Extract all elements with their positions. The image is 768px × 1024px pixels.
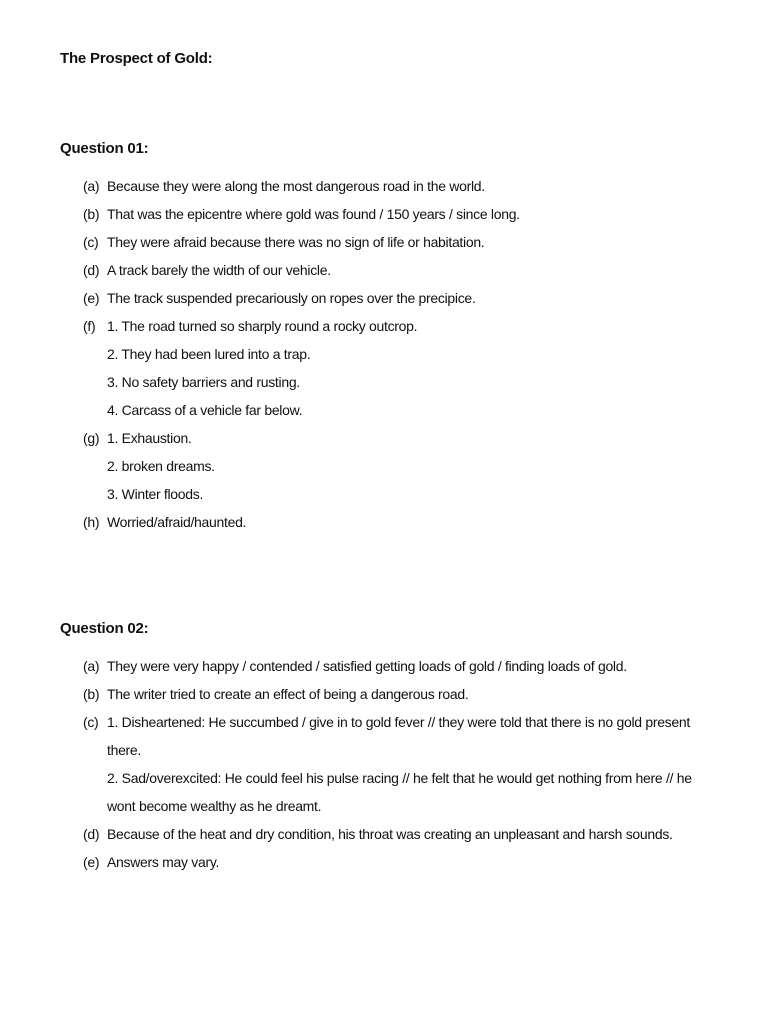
answer-item-d: [60, 820, 740, 848]
answer-text: 4. Carcass of a vehicle far below.: [107, 402, 303, 418]
answer-item-e: [60, 284, 740, 312]
answer-label: (a): [83, 658, 100, 674]
answer-text: 2. Sad/overexcited: He could feel his pulse racing // he felt that he would get nothing from here // he: [107, 770, 692, 786]
answer-label: (f): [83, 318, 96, 334]
answer-label: (c): [83, 714, 99, 730]
answer-label: (b): [83, 206, 100, 222]
answer-list: [60, 172, 740, 536]
answer-text: there.: [107, 742, 141, 758]
answer-text: 2. They had been lured into a trap.: [107, 346, 311, 362]
answer-item-c: [60, 708, 740, 820]
answer-item-a: [60, 172, 740, 200]
answer-text: A track barely the width of our vehicle.: [107, 262, 331, 278]
answer-label: (g): [83, 430, 100, 446]
answer-text: 1. Disheartened: He succumbed / give in to gold fever // they were told that there is no gold present: [107, 714, 690, 730]
answer-label: (d): [83, 826, 100, 842]
answer-label: (b): [83, 686, 100, 702]
answer-text: wont become wealthy as he dreamt.: [107, 798, 322, 814]
answer-item-b: [60, 200, 740, 228]
answer-item-f: [60, 312, 740, 424]
answer-text: 1. The road turned so sharply round a rocky outcrop.: [107, 318, 418, 334]
answer-text: The track suspended precariously on ropes over the precipice.: [107, 290, 476, 306]
answer-item-g: [60, 424, 740, 508]
answer-item-c: [60, 228, 740, 256]
answer-text: That was the epicentre where gold was found / 150 years / since long.: [107, 206, 520, 222]
answer-label: (c): [83, 234, 99, 250]
answer-list: [60, 652, 740, 876]
answer-label: (e): [83, 854, 100, 870]
answer-item-d: [60, 256, 740, 284]
answer-text: They were very happy / contended / satisfied getting loads of gold / finding loads of gold.: [107, 658, 627, 674]
question-heading: Question 02:: [60, 620, 149, 637]
answer-text: 3. No safety barriers and rusting.: [107, 374, 300, 390]
answer-text: They were afraid because there was no sign of life or habitation.: [107, 234, 485, 250]
answer-text: 1. Exhaustion.: [107, 430, 192, 446]
answer-text: Because they were along the most dangerous road in the world.: [107, 178, 485, 194]
answer-item-e: [60, 848, 740, 876]
answer-label: (a): [83, 178, 100, 194]
question-01-section: [60, 140, 740, 536]
answer-item-h: [60, 508, 740, 536]
answer-text: 2. broken dreams.: [107, 458, 215, 474]
question-heading: Question 01:: [60, 140, 149, 157]
answer-label: (d): [83, 262, 100, 278]
answer-item-b: [60, 680, 740, 708]
question-02-section: [60, 620, 740, 876]
document-title: The Prospect of Gold:: [60, 50, 213, 67]
answer-text: Because of the heat and dry condition, his throat was creating an unpleasant and harsh sounds.: [107, 826, 673, 842]
answer-item-a: [60, 652, 740, 680]
answer-text: The writer tried to create an effect of being a dangerous road.: [107, 686, 469, 702]
answer-label: (e): [83, 290, 100, 306]
answer-text: Worried/afraid/haunted.: [107, 514, 247, 530]
answer-label: (h): [83, 514, 100, 530]
answer-text: Answers may vary.: [107, 854, 220, 870]
answer-text: 3. Winter floods.: [107, 486, 204, 502]
